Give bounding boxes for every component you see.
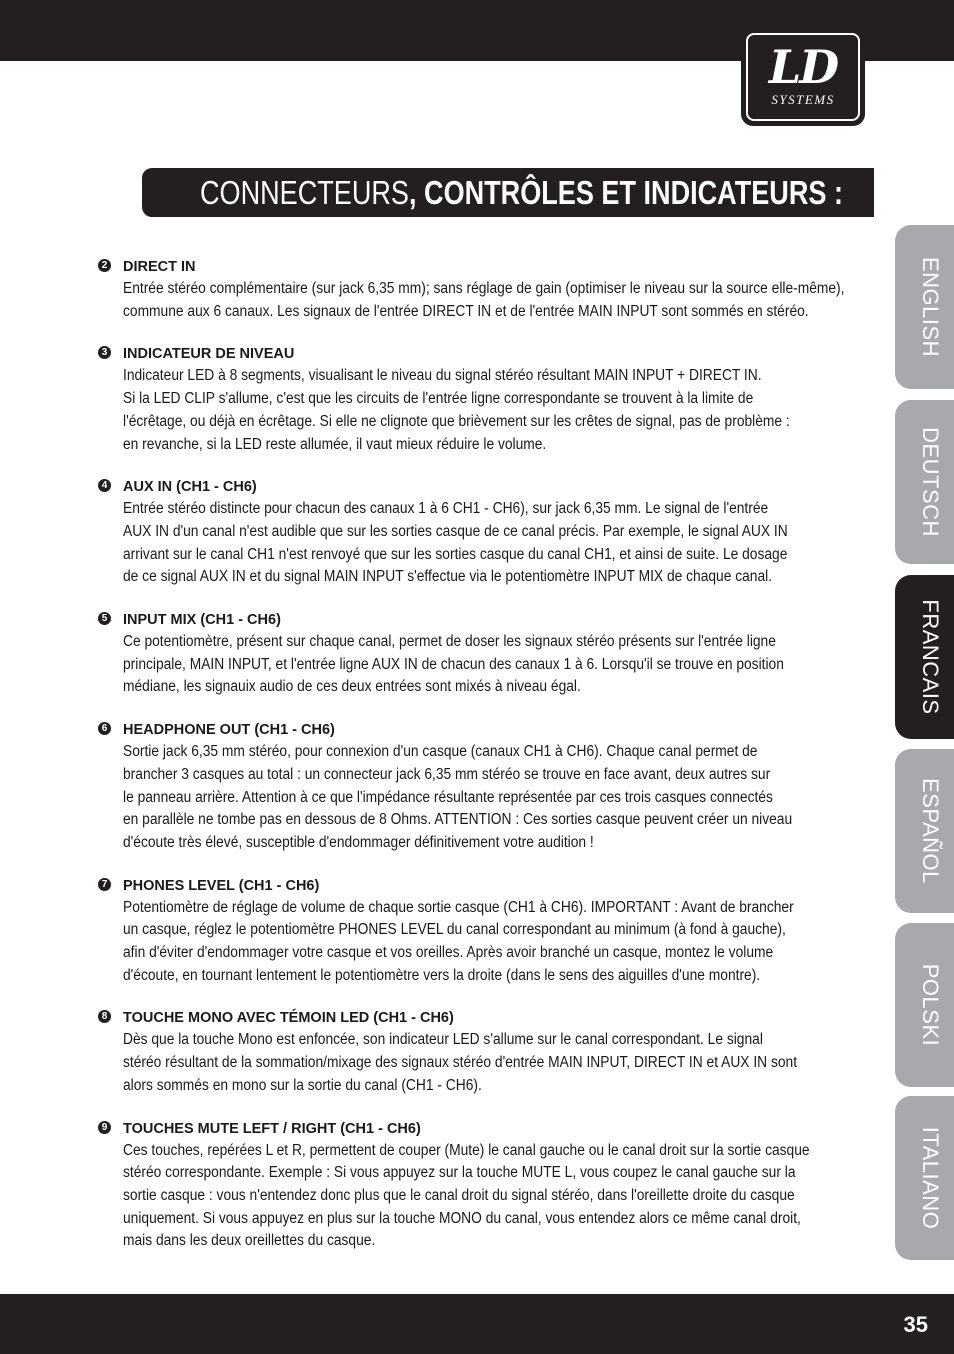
tab-label: ENGLISH bbox=[918, 256, 943, 358]
tab-label: DEUTSCH bbox=[918, 427, 943, 537]
item-direct-in bbox=[98, 256, 860, 323]
item-title: INPUT MIX (CH1 - CH6) bbox=[123, 612, 281, 629]
tab-label: POLSKI bbox=[918, 963, 943, 1047]
section-title-light: CONNECTEURS bbox=[200, 174, 409, 211]
tab-label: ITALIANO bbox=[918, 1126, 943, 1230]
item-body: Potentiomètre de réglage de volume de chaque sortie casque (CH1 à CH6). IMPORTANT : Avant de brancher un casque, réglez le potentiomètre PHONES LEVEL du canal correspondant au minimum (à fond à gauche), afin d'éviter d'endommager votre casque et vos oreilles. Après avoir branché un casque, montez le volume d'écoute, en tournant lentement le potentiomètre vers la droite (dans le sens des aiguilles d'une montre). bbox=[123, 898, 794, 984]
section-title-bar bbox=[142, 168, 874, 217]
item-body: Ce potentiomètre, présent sur chaque canal, permet de doser les signaux stéréo présents sur l'entrée ligne principale, MAIN INPUT, et l'entrée ligne AUX IN de chacun des canaux 1 à 6. Lorsqu'il se trouve en position médiane, les signauix audio de ces deux entrées sont mixés à niveau égal. bbox=[123, 633, 784, 696]
item-body: Entrée stéréo distincte pour chacun des canaux 1 à 6 CH1 - CH6), sur jack 6,35 mm. Le signal de l'entrée AUX IN d'un canal n'est audible que sur les sorties casque de ce canal précis. Par exemple, le signal AUX IN arrivant sur le canal CH1 n'est renvoyé que sur les sorties casque du canal CH1, et ainsi de suite. Le dosage de ce signal AUX IN et du signal MAIN INPUT s'effectue via le potentiomètre INPUT MIX de chaque canal. bbox=[123, 500, 788, 586]
item-title: AUX IN (CH1 - CH6) bbox=[123, 479, 257, 496]
tab-deutsch[interactable] bbox=[895, 400, 954, 564]
content bbox=[98, 256, 860, 1273]
item-indicateur-de-niveau bbox=[98, 343, 860, 456]
tab-polski[interactable] bbox=[895, 923, 954, 1087]
item-number-badge: 6 bbox=[98, 722, 111, 735]
section-title-bold: , CONTRÔLES ET INDICATEURS : bbox=[408, 174, 843, 211]
item-touche-mono bbox=[98, 1007, 860, 1097]
item-touches-mute bbox=[98, 1118, 860, 1254]
logo-sub-text: SYSTEMS bbox=[771, 92, 835, 107]
item-title: INDICATEUR DE NIVEAU bbox=[123, 346, 295, 363]
logo-frame bbox=[746, 33, 860, 121]
tab-label: ESPAÑOL bbox=[918, 778, 943, 884]
item-number-badge: 2 bbox=[98, 259, 111, 272]
item-title: DIRECT IN bbox=[123, 259, 196, 275]
tab-label: FRANCAIS bbox=[918, 599, 943, 715]
item-phones-level bbox=[98, 875, 860, 988]
bottom-bar bbox=[0, 1294, 954, 1354]
item-title: TOUCHE MONO AVEC TÉMOIN LED (CH1 - CH6) bbox=[123, 1010, 454, 1027]
item-body: Dès que la touche Mono est enfoncée, son indicateur LED s'allume sur le canal correspondant. Le signal stéréo résultant de la sommation/mixage des signaux stéréo d'entrée MAIN INPUT, DIRECT IN et AUX IN sont alors sommés en mono sur la sortie du canal (CH1 - CH6). bbox=[123, 1031, 798, 1094]
item-headphone-out bbox=[98, 719, 860, 855]
item-title: TOUCHES MUTE LEFT / RIGHT (CH1 - CH6) bbox=[123, 1120, 421, 1137]
item-aux-in bbox=[98, 476, 860, 589]
item-input-mix bbox=[98, 609, 860, 699]
item-number-badge: 7 bbox=[98, 878, 111, 891]
item-title: HEADPHONE OUT (CH1 - CH6) bbox=[123, 722, 335, 739]
item-number-badge: 9 bbox=[98, 1121, 111, 1134]
ld-systems-logo bbox=[741, 28, 865, 126]
tab-espanol[interactable] bbox=[895, 749, 954, 913]
item-title: PHONES LEVEL (CH1 - CH6) bbox=[123, 877, 320, 894]
logo-main-text: LD bbox=[768, 40, 838, 94]
tab-english[interactable] bbox=[895, 225, 954, 389]
tab-italiano[interactable] bbox=[895, 1096, 954, 1260]
page-number: 35 bbox=[903, 1312, 928, 1337]
item-body: Indicateur LED à 8 segments, visualisant le niveau du signal stéréo résultant MAIN INPUT + DIRECT IN. Si la LED CLIP s'allume, c'est que les circuits de l'entrée ligne correspondante se trouvent à la limite de l'écrêtage, ou déjà en écrêtage. Si elle ne clignote que brièvement sur les crêtes de signal, pas de problème : en revanche, si la LED reste allumée, il vaut mieux réduire le volume. bbox=[123, 367, 790, 453]
item-number-badge: 5 bbox=[98, 612, 111, 625]
item-number-badge: 4 bbox=[98, 479, 111, 492]
item-body: Ces touches, repérées L et R, permettent de couper (Mute) le canal gauche ou le canal droit sur la sortie casque stéréo correspondante. Exemple : Si vous appuyez sur la touche MUTE L, vous coupez le canal gauche sur la sortie casque : vous n'entendez donc plus que le canal droit du signal stéréo, dans l'oreillette droite du casque uniquement. Si vous appuyez en plus sur la touche MONO du canal, vous entendez alors ce même canal droit, mais dans les deux oreillettes du casque. bbox=[123, 1141, 810, 1250]
section-title bbox=[200, 168, 843, 217]
item-body: Entrée stéréo complémentaire (sur jack 6,35 mm); sans réglage de gain (optimiser le niveau sur la source elle-même), commune aux 6 canaux. Les signaux de l'entrée DIRECT IN et de l'entrée MAIN INPUT sont sommés en stéréo. bbox=[123, 280, 845, 320]
item-number-badge: 8 bbox=[98, 1010, 111, 1023]
item-number-badge: 3 bbox=[98, 346, 111, 359]
tab-francais[interactable] bbox=[895, 575, 954, 739]
item-body: Sortie jack 6,35 mm stéréo, pour connexion d'un casque (canaux CH1 à CH6). Chaque canal permet de brancher 3 casques au total : un connecteur jack 6,35 mm stéréo se trouve en face avant, deux autres sur le panneau arrière. Attention à ce que l'impédance résultante représentée par ces trois casques connectés en parallèle ne tombe pas en dessous de 8 Ohms. ATTENTION : Ces sorties casque peuvent créer un niveau d'écoute très élevé, susceptible d'endommager définitivement votre audition ! bbox=[123, 743, 793, 851]
